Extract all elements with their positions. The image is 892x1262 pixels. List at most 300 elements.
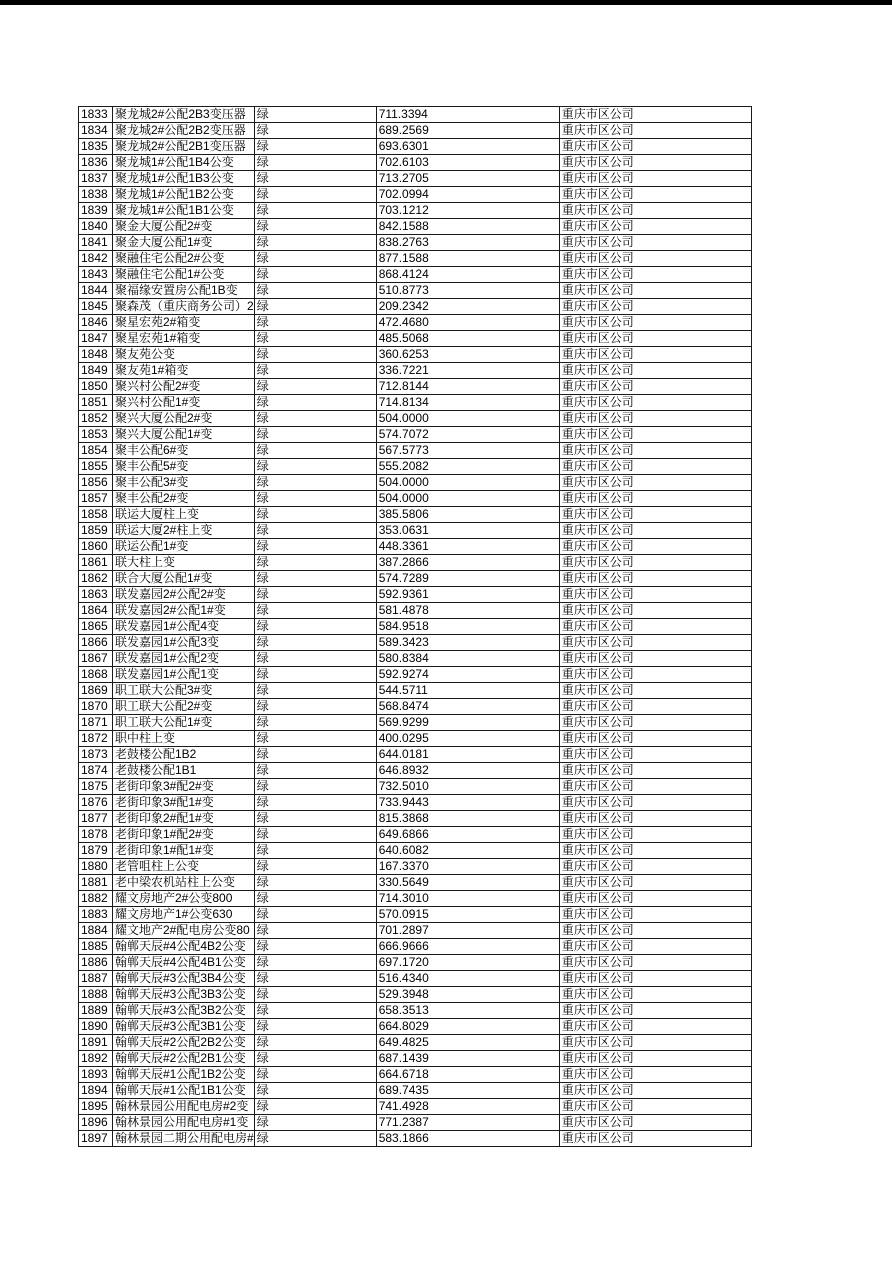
cell-status[interactable]: 绿 xyxy=(254,347,376,363)
cell-device-name[interactable]: 耀文房地产2#公变800 xyxy=(113,891,255,907)
cell-device-name[interactable]: 职中柱上变 xyxy=(113,731,255,747)
cell-row-id[interactable]: 1840 xyxy=(79,219,113,235)
cell-status[interactable]: 绿 xyxy=(254,139,376,155)
cell-value[interactable]: 167.3370 xyxy=(376,859,559,875)
cell-value[interactable]: 472.4680 xyxy=(376,315,559,331)
cell-status[interactable]: 绿 xyxy=(254,1051,376,1067)
cell-value[interactable]: 868.4124 xyxy=(376,267,559,283)
cell-device-name[interactable]: 翰郸天辰#2公配2B1公变 xyxy=(113,1051,255,1067)
cell-status[interactable]: 绿 xyxy=(254,907,376,923)
cell-value[interactable]: 701.2897 xyxy=(376,923,559,939)
cell-company[interactable]: 重庆市区公司 xyxy=(559,251,751,267)
cell-device-name[interactable]: 耀文房地产1#公变630 xyxy=(113,907,255,923)
cell-status[interactable]: 绿 xyxy=(254,379,376,395)
cell-company[interactable]: 重庆市区公司 xyxy=(559,635,751,651)
cell-device-name[interactable]: 联发嘉园1#公配4变 xyxy=(113,619,255,635)
cell-device-name[interactable]: 聚龙城1#公配1B3公变 xyxy=(113,171,255,187)
cell-status[interactable]: 绿 xyxy=(254,619,376,635)
cell-device-name[interactable]: 聚丰公配2#变 xyxy=(113,491,255,507)
cell-company[interactable]: 重庆市区公司 xyxy=(559,955,751,971)
cell-device-name[interactable]: 聚友苑公变 xyxy=(113,347,255,363)
cell-row-id[interactable]: 1876 xyxy=(79,795,113,811)
cell-status[interactable]: 绿 xyxy=(254,523,376,539)
cell-row-id[interactable]: 1882 xyxy=(79,891,113,907)
cell-company[interactable]: 重庆市区公司 xyxy=(559,363,751,379)
cell-device-name[interactable]: 聚兴村公配2#变 xyxy=(113,379,255,395)
cell-status[interactable]: 绿 xyxy=(254,267,376,283)
cell-company[interactable]: 重庆市区公司 xyxy=(559,603,751,619)
cell-device-name[interactable]: 聚兴村公配1#变 xyxy=(113,395,255,411)
cell-company[interactable]: 重庆市区公司 xyxy=(559,891,751,907)
cell-device-name[interactable]: 聚龙城1#公配1B2公变 xyxy=(113,187,255,203)
cell-company[interactable]: 重庆市区公司 xyxy=(559,523,751,539)
cell-value[interactable]: 584.9518 xyxy=(376,619,559,635)
cell-company[interactable]: 重庆市区公司 xyxy=(559,187,751,203)
cell-company[interactable]: 重庆市区公司 xyxy=(559,667,751,683)
cell-row-id[interactable]: 1891 xyxy=(79,1035,113,1051)
cell-value[interactable]: 583.1866 xyxy=(376,1131,559,1147)
cell-company[interactable]: 重庆市区公司 xyxy=(559,379,751,395)
cell-row-id[interactable]: 1842 xyxy=(79,251,113,267)
cell-row-id[interactable]: 1896 xyxy=(79,1115,113,1131)
cell-status[interactable]: 绿 xyxy=(254,827,376,843)
cell-status[interactable]: 绿 xyxy=(254,795,376,811)
cell-device-name[interactable]: 翰郸天辰#4公配4B1公变 xyxy=(113,955,255,971)
cell-value[interactable]: 504.0000 xyxy=(376,475,559,491)
cell-status[interactable]: 绿 xyxy=(254,571,376,587)
cell-status[interactable]: 绿 xyxy=(254,843,376,859)
cell-device-name[interactable]: 翰郸天辰#3公配3B3公变 xyxy=(113,987,255,1003)
cell-value[interactable]: 697.1720 xyxy=(376,955,559,971)
cell-status[interactable]: 绿 xyxy=(254,283,376,299)
cell-company[interactable]: 重庆市区公司 xyxy=(559,971,751,987)
cell-device-name[interactable]: 聚龙城2#公配2B1变压器 xyxy=(113,139,255,155)
cell-company[interactable]: 重庆市区公司 xyxy=(559,235,751,251)
cell-row-id[interactable]: 1847 xyxy=(79,331,113,347)
cell-value[interactable]: 209.2342 xyxy=(376,299,559,315)
cell-device-name[interactable]: 聚龙城1#公配1B1公变 xyxy=(113,203,255,219)
cell-row-id[interactable]: 1863 xyxy=(79,587,113,603)
cell-row-id[interactable]: 1858 xyxy=(79,507,113,523)
cell-status[interactable]: 绿 xyxy=(254,411,376,427)
cell-value[interactable]: 771.2387 xyxy=(376,1115,559,1131)
cell-value[interactable]: 336.7221 xyxy=(376,363,559,379)
cell-value[interactable]: 732.5010 xyxy=(376,779,559,795)
cell-row-id[interactable]: 1846 xyxy=(79,315,113,331)
cell-device-name[interactable]: 翰林景园二期公用配电房# xyxy=(113,1131,255,1147)
cell-value[interactable]: 574.7072 xyxy=(376,427,559,443)
cell-status[interactable]: 绿 xyxy=(254,363,376,379)
cell-device-name[interactable]: 聚福缘安置房公配1B变 xyxy=(113,283,255,299)
cell-row-id[interactable]: 1881 xyxy=(79,875,113,891)
cell-status[interactable]: 绿 xyxy=(254,1035,376,1051)
cell-status[interactable]: 绿 xyxy=(254,603,376,619)
cell-device-name[interactable]: 翰郸天辰#1公配1B1公变 xyxy=(113,1083,255,1099)
cell-row-id[interactable]: 1848 xyxy=(79,347,113,363)
cell-value[interactable]: 689.2569 xyxy=(376,123,559,139)
cell-company[interactable]: 重庆市区公司 xyxy=(559,395,751,411)
cell-status[interactable]: 绿 xyxy=(254,731,376,747)
cell-device-name[interactable]: 翰郸天辰#1公配1B2公变 xyxy=(113,1067,255,1083)
cell-row-id[interactable]: 1885 xyxy=(79,939,113,955)
cell-row-id[interactable]: 1845 xyxy=(79,299,113,315)
cell-row-id[interactable]: 1887 xyxy=(79,971,113,987)
cell-company[interactable]: 重庆市区公司 xyxy=(559,1067,751,1083)
cell-company[interactable]: 重庆市区公司 xyxy=(559,907,751,923)
cell-status[interactable]: 绿 xyxy=(254,971,376,987)
cell-device-name[interactable]: 翰郸天辰#2公配2B2公变 xyxy=(113,1035,255,1051)
cell-value[interactable]: 649.4825 xyxy=(376,1035,559,1051)
cell-device-name[interactable]: 聚星宏苑1#箱变 xyxy=(113,331,255,347)
cell-status[interactable]: 绿 xyxy=(254,187,376,203)
cell-company[interactable]: 重庆市区公司 xyxy=(559,699,751,715)
cell-status[interactable]: 绿 xyxy=(254,1099,376,1115)
cell-value[interactable]: 387.2866 xyxy=(376,555,559,571)
cell-device-name[interactable]: 老鼓楼公配1B2 xyxy=(113,747,255,763)
cell-row-id[interactable]: 1833 xyxy=(79,107,113,123)
cell-status[interactable]: 绿 xyxy=(254,1067,376,1083)
cell-value[interactable]: 815.3868 xyxy=(376,811,559,827)
cell-row-id[interactable]: 1860 xyxy=(79,539,113,555)
cell-company[interactable]: 重庆市区公司 xyxy=(559,1003,751,1019)
cell-status[interactable]: 绿 xyxy=(254,811,376,827)
cell-value[interactable]: 713.2705 xyxy=(376,171,559,187)
cell-status[interactable]: 绿 xyxy=(254,779,376,795)
cell-value[interactable]: 360.6253 xyxy=(376,347,559,363)
cell-value[interactable]: 838.2763 xyxy=(376,235,559,251)
cell-value[interactable]: 504.0000 xyxy=(376,411,559,427)
cell-company[interactable]: 重庆市区公司 xyxy=(559,219,751,235)
cell-status[interactable]: 绿 xyxy=(254,923,376,939)
cell-row-id[interactable]: 1862 xyxy=(79,571,113,587)
cell-value[interactable]: 711.3394 xyxy=(376,107,559,123)
cell-row-id[interactable]: 1849 xyxy=(79,363,113,379)
cell-row-id[interactable]: 1859 xyxy=(79,523,113,539)
cell-status[interactable]: 绿 xyxy=(254,715,376,731)
cell-status[interactable]: 绿 xyxy=(254,555,376,571)
cell-status[interactable]: 绿 xyxy=(254,315,376,331)
cell-row-id[interactable]: 1864 xyxy=(79,603,113,619)
cell-status[interactable]: 绿 xyxy=(254,299,376,315)
cell-company[interactable]: 重庆市区公司 xyxy=(559,1115,751,1131)
cell-value[interactable]: 592.9361 xyxy=(376,587,559,603)
cell-company[interactable]: 重庆市区公司 xyxy=(559,443,751,459)
cell-row-id[interactable]: 1838 xyxy=(79,187,113,203)
cell-value[interactable]: 842.1588 xyxy=(376,219,559,235)
cell-company[interactable]: 重庆市区公司 xyxy=(559,827,751,843)
cell-value[interactable]: 640.6082 xyxy=(376,843,559,859)
cell-device-name[interactable]: 翰郸天辰#4公配4B2公变 xyxy=(113,939,255,955)
cell-row-id[interactable]: 1880 xyxy=(79,859,113,875)
cell-status[interactable]: 绿 xyxy=(254,683,376,699)
cell-status[interactable]: 绿 xyxy=(254,1115,376,1131)
cell-row-id[interactable]: 1892 xyxy=(79,1051,113,1067)
cell-row-id[interactable]: 1865 xyxy=(79,619,113,635)
cell-status[interactable]: 绿 xyxy=(254,699,376,715)
cell-status[interactable]: 绿 xyxy=(254,251,376,267)
cell-company[interactable]: 重庆市区公司 xyxy=(559,571,751,587)
cell-status[interactable]: 绿 xyxy=(254,747,376,763)
cell-device-name[interactable]: 翰郸天辰#3公配3B4公变 xyxy=(113,971,255,987)
cell-company[interactable]: 重庆市区公司 xyxy=(559,267,751,283)
cell-device-name[interactable]: 职工联大公配3#变 xyxy=(113,683,255,699)
cell-company[interactable]: 重庆市区公司 xyxy=(559,491,751,507)
cell-company[interactable]: 重庆市区公司 xyxy=(559,795,751,811)
cell-device-name[interactable]: 联运大厦2#柱上变 xyxy=(113,523,255,539)
cell-device-name[interactable]: 职工联大公配1#变 xyxy=(113,715,255,731)
cell-company[interactable]: 重庆市区公司 xyxy=(559,203,751,219)
cell-device-name[interactable]: 聚兴大厦公配2#变 xyxy=(113,411,255,427)
cell-status[interactable]: 绿 xyxy=(254,475,376,491)
cell-value[interactable]: 580.8384 xyxy=(376,651,559,667)
cell-device-name[interactable]: 联大柱上变 xyxy=(113,555,255,571)
cell-status[interactable]: 绿 xyxy=(254,219,376,235)
cell-status[interactable]: 绿 xyxy=(254,635,376,651)
cell-value[interactable]: 693.6301 xyxy=(376,139,559,155)
cell-status[interactable]: 绿 xyxy=(254,939,376,955)
cell-device-name[interactable]: 聚丰公配6#变 xyxy=(113,443,255,459)
cell-value[interactable]: 568.8474 xyxy=(376,699,559,715)
cell-company[interactable]: 重庆市区公司 xyxy=(559,507,751,523)
cell-row-id[interactable]: 1879 xyxy=(79,843,113,859)
cell-value[interactable]: 555.2082 xyxy=(376,459,559,475)
cell-row-id[interactable]: 1872 xyxy=(79,731,113,747)
cell-device-name[interactable]: 联发嘉园1#公配2变 xyxy=(113,651,255,667)
cell-row-id[interactable]: 1851 xyxy=(79,395,113,411)
cell-company[interactable]: 重庆市区公司 xyxy=(559,859,751,875)
cell-device-name[interactable]: 联发嘉园2#公配1#变 xyxy=(113,603,255,619)
cell-value[interactable]: 733.9443 xyxy=(376,795,559,811)
cell-row-id[interactable]: 1871 xyxy=(79,715,113,731)
cell-device-name[interactable]: 老街印象3#配2#变 xyxy=(113,779,255,795)
cell-company[interactable]: 重庆市区公司 xyxy=(559,459,751,475)
cell-value[interactable]: 702.6103 xyxy=(376,155,559,171)
cell-row-id[interactable]: 1873 xyxy=(79,747,113,763)
cell-company[interactable]: 重庆市区公司 xyxy=(559,139,751,155)
cell-status[interactable]: 绿 xyxy=(254,507,376,523)
cell-status[interactable]: 绿 xyxy=(254,155,376,171)
cell-device-name[interactable]: 聚融住宅公配1#公变 xyxy=(113,267,255,283)
cell-value[interactable]: 649.6866 xyxy=(376,827,559,843)
cell-device-name[interactable]: 联合大厦公配1#变 xyxy=(113,571,255,587)
cell-row-id[interactable]: 1857 xyxy=(79,491,113,507)
cell-company[interactable]: 重庆市区公司 xyxy=(559,587,751,603)
cell-value[interactable]: 703.1212 xyxy=(376,203,559,219)
cell-row-id[interactable]: 1886 xyxy=(79,955,113,971)
cell-status[interactable]: 绿 xyxy=(254,491,376,507)
cell-company[interactable]: 重庆市区公司 xyxy=(559,411,751,427)
cell-value[interactable]: 574.7289 xyxy=(376,571,559,587)
cell-row-id[interactable]: 1836 xyxy=(79,155,113,171)
cell-row-id[interactable]: 1834 xyxy=(79,123,113,139)
cell-value[interactable]: 448.3361 xyxy=(376,539,559,555)
cell-status[interactable]: 绿 xyxy=(254,427,376,443)
cell-company[interactable]: 重庆市区公司 xyxy=(559,331,751,347)
cell-device-name[interactable]: 聚星宏苑2#箱变 xyxy=(113,315,255,331)
cell-device-name[interactable]: 聚兴大厦公配1#变 xyxy=(113,427,255,443)
cell-value[interactable]: 570.0915 xyxy=(376,907,559,923)
cell-device-name[interactable]: 聚龙城2#公配2B2变压器 xyxy=(113,123,255,139)
cell-value[interactable]: 664.6718 xyxy=(376,1067,559,1083)
cell-company[interactable]: 重庆市区公司 xyxy=(559,1019,751,1035)
cell-value[interactable]: 714.8134 xyxy=(376,395,559,411)
cell-device-name[interactable]: 职工联大公配2#变 xyxy=(113,699,255,715)
cell-company[interactable]: 重庆市区公司 xyxy=(559,1035,751,1051)
cell-value[interactable]: 664.8029 xyxy=(376,1019,559,1035)
cell-row-id[interactable]: 1850 xyxy=(79,379,113,395)
cell-device-name[interactable]: 聚丰公配5#变 xyxy=(113,459,255,475)
cell-company[interactable]: 重庆市区公司 xyxy=(559,763,751,779)
cell-company[interactable]: 重庆市区公司 xyxy=(559,811,751,827)
cell-company[interactable]: 重庆市区公司 xyxy=(559,683,751,699)
cell-company[interactable]: 重庆市区公司 xyxy=(559,779,751,795)
cell-value[interactable]: 646.8932 xyxy=(376,763,559,779)
cell-row-id[interactable]: 1839 xyxy=(79,203,113,219)
cell-value[interactable]: 741.4928 xyxy=(376,1099,559,1115)
cell-status[interactable]: 绿 xyxy=(254,1131,376,1147)
cell-row-id[interactable]: 1893 xyxy=(79,1067,113,1083)
cell-device-name[interactable]: 耀文地产2#配电房公变80 xyxy=(113,923,255,939)
cell-row-id[interactable]: 1877 xyxy=(79,811,113,827)
cell-value[interactable]: 516.4340 xyxy=(376,971,559,987)
cell-company[interactable]: 重庆市区公司 xyxy=(559,107,751,123)
cell-status[interactable]: 绿 xyxy=(254,763,376,779)
cell-row-id[interactable]: 1841 xyxy=(79,235,113,251)
cell-row-id[interactable]: 1866 xyxy=(79,635,113,651)
cell-value[interactable]: 504.0000 xyxy=(376,491,559,507)
cell-company[interactable]: 重庆市区公司 xyxy=(559,651,751,667)
cell-device-name[interactable]: 联发嘉园1#公配1变 xyxy=(113,667,255,683)
cell-company[interactable]: 重庆市区公司 xyxy=(559,939,751,955)
cell-row-id[interactable]: 1895 xyxy=(79,1099,113,1115)
cell-row-id[interactable]: 1853 xyxy=(79,427,113,443)
cell-company[interactable]: 重庆市区公司 xyxy=(559,1131,751,1147)
cell-row-id[interactable]: 1874 xyxy=(79,763,113,779)
cell-row-id[interactable]: 1884 xyxy=(79,923,113,939)
cell-company[interactable]: 重庆市区公司 xyxy=(559,123,751,139)
cell-value[interactable]: 712.8144 xyxy=(376,379,559,395)
cell-status[interactable]: 绿 xyxy=(254,667,376,683)
cell-row-id[interactable]: 1856 xyxy=(79,475,113,491)
cell-row-id[interactable]: 1894 xyxy=(79,1083,113,1099)
cell-value[interactable]: 687.1439 xyxy=(376,1051,559,1067)
cell-row-id[interactable]: 1855 xyxy=(79,459,113,475)
cell-row-id[interactable]: 1852 xyxy=(79,411,113,427)
cell-value[interactable]: 485.5068 xyxy=(376,331,559,347)
cell-company[interactable]: 重庆市区公司 xyxy=(559,427,751,443)
cell-device-name[interactable]: 联发嘉园1#公配3变 xyxy=(113,635,255,651)
cell-device-name[interactable]: 翰林景园公用配电房#1变 xyxy=(113,1115,255,1131)
cell-status[interactable]: 绿 xyxy=(254,987,376,1003)
cell-row-id[interactable]: 1869 xyxy=(79,683,113,699)
cell-value[interactable]: 877.1588 xyxy=(376,251,559,267)
cell-value[interactable]: 689.7435 xyxy=(376,1083,559,1099)
cell-device-name[interactable]: 聚森茂（重庆商务公司）2 xyxy=(113,299,255,315)
cell-company[interactable]: 重庆市区公司 xyxy=(559,171,751,187)
cell-company[interactable]: 重庆市区公司 xyxy=(559,155,751,171)
cell-value[interactable]: 714.3010 xyxy=(376,891,559,907)
cell-row-id[interactable]: 1854 xyxy=(79,443,113,459)
cell-value[interactable]: 569.9299 xyxy=(376,715,559,731)
cell-status[interactable]: 绿 xyxy=(254,235,376,251)
cell-value[interactable]: 544.5711 xyxy=(376,683,559,699)
cell-value[interactable]: 644.0181 xyxy=(376,747,559,763)
cell-status[interactable]: 绿 xyxy=(254,955,376,971)
cell-status[interactable]: 绿 xyxy=(254,1083,376,1099)
cell-status[interactable]: 绿 xyxy=(254,203,376,219)
cell-status[interactable]: 绿 xyxy=(254,395,376,411)
cell-company[interactable]: 重庆市区公司 xyxy=(559,347,751,363)
cell-device-name[interactable]: 翰林景园公用配电房#2变 xyxy=(113,1099,255,1115)
cell-company[interactable]: 重庆市区公司 xyxy=(559,555,751,571)
cell-row-id[interactable]: 1878 xyxy=(79,827,113,843)
cell-value[interactable]: 385.5806 xyxy=(376,507,559,523)
cell-value[interactable]: 589.3423 xyxy=(376,635,559,651)
cell-company[interactable]: 重庆市区公司 xyxy=(559,619,751,635)
cell-status[interactable]: 绿 xyxy=(254,859,376,875)
cell-row-id[interactable]: 1844 xyxy=(79,283,113,299)
cell-status[interactable]: 绿 xyxy=(254,459,376,475)
cell-company[interactable]: 重庆市区公司 xyxy=(559,843,751,859)
cell-device-name[interactable]: 聚龙城1#公配1B4公变 xyxy=(113,155,255,171)
cell-device-name[interactable]: 老中梁农机站柱上公变 xyxy=(113,875,255,891)
cell-value[interactable]: 666.9666 xyxy=(376,939,559,955)
cell-status[interactable]: 绿 xyxy=(254,891,376,907)
cell-company[interactable]: 重庆市区公司 xyxy=(559,539,751,555)
cell-company[interactable]: 重庆市区公司 xyxy=(559,987,751,1003)
cell-row-id[interactable]: 1897 xyxy=(79,1131,113,1147)
cell-device-name[interactable]: 聚龙城2#公配2B3变压器 xyxy=(113,107,255,123)
cell-device-name[interactable]: 聚金大厦公配2#变 xyxy=(113,219,255,235)
cell-value[interactable]: 658.3513 xyxy=(376,1003,559,1019)
cell-device-name[interactable]: 翰郸天辰#3公配3B2公变 xyxy=(113,1003,255,1019)
cell-company[interactable]: 重庆市区公司 xyxy=(559,475,751,491)
cell-status[interactable]: 绿 xyxy=(254,651,376,667)
cell-value[interactable]: 330.5649 xyxy=(376,875,559,891)
cell-company[interactable]: 重庆市区公司 xyxy=(559,875,751,891)
cell-device-name[interactable]: 聚金大厦公配1#变 xyxy=(113,235,255,251)
cell-row-id[interactable]: 1883 xyxy=(79,907,113,923)
cell-status[interactable]: 绿 xyxy=(254,331,376,347)
cell-company[interactable]: 重庆市区公司 xyxy=(559,1083,751,1099)
cell-row-id[interactable]: 1837 xyxy=(79,171,113,187)
cell-company[interactable]: 重庆市区公司 xyxy=(559,715,751,731)
cell-device-name[interactable]: 聚融住宅公配2#公变 xyxy=(113,251,255,267)
cell-device-name[interactable]: 聚友苑1#箱变 xyxy=(113,363,255,379)
cell-device-name[interactable]: 老管咀柱上公变 xyxy=(113,859,255,875)
cell-status[interactable]: 绿 xyxy=(254,171,376,187)
cell-company[interactable]: 重庆市区公司 xyxy=(559,923,751,939)
cell-row-id[interactable]: 1835 xyxy=(79,139,113,155)
cell-device-name[interactable]: 老街印象2#配1#变 xyxy=(113,811,255,827)
cell-value[interactable]: 353.0631 xyxy=(376,523,559,539)
cell-value[interactable]: 400.0295 xyxy=(376,731,559,747)
cell-company[interactable]: 重庆市区公司 xyxy=(559,1051,751,1067)
cell-company[interactable]: 重庆市区公司 xyxy=(559,747,751,763)
cell-value[interactable]: 510.8773 xyxy=(376,283,559,299)
cell-status[interactable]: 绿 xyxy=(254,587,376,603)
cell-status[interactable]: 绿 xyxy=(254,107,376,123)
cell-value[interactable]: 592.9274 xyxy=(376,667,559,683)
cell-device-name[interactable]: 联发嘉园2#公配2#变 xyxy=(113,587,255,603)
cell-company[interactable]: 重庆市区公司 xyxy=(559,315,751,331)
cell-row-id[interactable]: 1889 xyxy=(79,1003,113,1019)
cell-status[interactable]: 绿 xyxy=(254,123,376,139)
cell-row-id[interactable]: 1868 xyxy=(79,667,113,683)
cell-device-name[interactable]: 老鼓楼公配1B1 xyxy=(113,763,255,779)
cell-value[interactable]: 702.0994 xyxy=(376,187,559,203)
cell-row-id[interactable]: 1843 xyxy=(79,267,113,283)
